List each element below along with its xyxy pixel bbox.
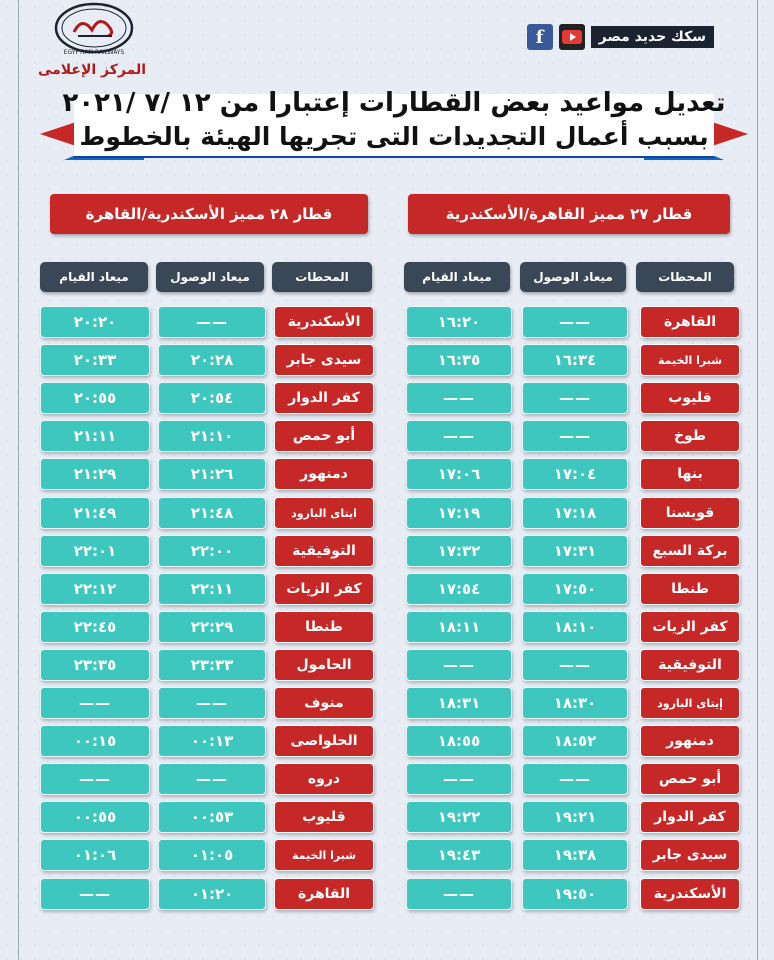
t28-row-station: قليوب [274, 801, 374, 833]
train27-title: قطار ٢٧ مميز القاهرة/الأسكندرية [408, 194, 730, 234]
t28-row-station: الحامول [274, 649, 374, 681]
t28-header-arrival: ميعاد الوصول [156, 262, 264, 292]
t27-row-departure: ١٨:١١ [406, 611, 512, 643]
t28-row-arrival: ٢٢:٢٩ [158, 611, 266, 643]
t28-row-departure: ٢٢:٤٥ [40, 611, 150, 643]
t28-row-departure: ٢١:٢٩ [40, 458, 150, 490]
t27-row-arrival: —— [522, 306, 628, 338]
headline-banner [34, 86, 754, 166]
t28-row-station: كفر الدوار [274, 382, 374, 414]
t28-row-station: أبو حمص [274, 420, 374, 452]
t28-row-departure: ٠٠:٥٥ [40, 801, 150, 833]
t28-row-departure: ٢٢:١٢ [40, 573, 150, 605]
t27-header-arrival: ميعاد الوصول [520, 262, 626, 292]
t27-row-arrival: ١٩:٥٠ [522, 878, 628, 910]
egyptian-railways-logo [52, 2, 136, 58]
t27-row-departure: ١٧:٠٦ [406, 458, 512, 490]
train28-title: قطار ٢٨ مميز الأسكندرية/القاهرة [50, 194, 368, 234]
t27-row-arrival: ١٧:٣١ [522, 535, 628, 567]
t28-row-departure: ٢٠:٥٥ [40, 382, 150, 414]
t28-row-arrival: ٠٠:١٣ [158, 725, 266, 757]
t28-row-arrival: ٢١:٤٨ [158, 497, 266, 529]
t27-row-arrival: ١٧:١٨ [522, 497, 628, 529]
t27-row-departure: ١٩:٤٣ [406, 839, 512, 871]
t28-row-departure: —— [40, 763, 150, 795]
t27-row-arrival: —— [522, 382, 628, 414]
t27-row-departure: —— [406, 878, 512, 910]
t28-row-arrival: ٠١:٠٥ [158, 839, 266, 871]
t27-row-arrival: ١٨:١٠ [522, 611, 628, 643]
t27-row-departure: ١٧:٣٢ [406, 535, 512, 567]
t27-row-departure: —— [406, 420, 512, 452]
t27-row-departure: —— [406, 649, 512, 681]
t28-row-departure: ٠٠:١٥ [40, 725, 150, 757]
media-center-label: المركز الإعلامى [37, 62, 147, 78]
t27-row-departure: ١٦:٢٠ [406, 306, 512, 338]
t27-row-arrival: ١٨:٣٠ [522, 687, 628, 719]
t28-row-arrival: ٢٠:٢٨ [158, 344, 266, 376]
t28-row-arrival: ٢٣:٣٣ [158, 649, 266, 681]
t27-row-station: طنطا [640, 573, 740, 605]
t27-row-arrival: ١٨:٥٢ [522, 725, 628, 757]
t27-row-departure: ١٩:٢٢ [406, 801, 512, 833]
t27-row-station: طوخ [640, 420, 740, 452]
t27-header-departure: ميعاد القيام [404, 262, 510, 292]
facebook-icon[interactable]: f [527, 24, 553, 50]
t27-row-station: بركة السبع [640, 535, 740, 567]
youtube-icon[interactable] [559, 24, 585, 50]
t28-row-arrival: ٠٠:٥٣ [158, 801, 266, 833]
t28-row-arrival: ٢٠:٥٤ [158, 382, 266, 414]
t27-row-station: التوفيقية [640, 649, 740, 681]
t28-row-station: منوف [274, 687, 374, 719]
t27-row-station: كفر الدوار [640, 801, 740, 833]
t27-row-station: قويسنا [640, 497, 740, 529]
t28-header-station: المحطات [272, 262, 372, 292]
t27-row-station: القاهرة [640, 306, 740, 338]
t28-row-departure: ٢٠:٣٣ [40, 344, 150, 376]
t27-row-arrival: —— [522, 420, 628, 452]
t28-row-departure: ٢٣:٣٥ [40, 649, 150, 681]
t28-row-station: طنطا [274, 611, 374, 643]
t27-row-station: كفر الزيات [640, 611, 740, 643]
t28-row-station: شبرا الخيمة [274, 839, 374, 871]
t27-row-departure: ١٨:٥٥ [406, 725, 512, 757]
t27-row-station: إيتاى البارود [640, 687, 740, 719]
t28-row-station: التوفيقية [274, 535, 374, 567]
t28-row-arrival: ٢٢:٠٠ [158, 535, 266, 567]
t27-row-station: قليوب [640, 382, 740, 414]
t28-row-departure: ٢١:١١ [40, 420, 150, 452]
t28-header-departure: ميعاد القيام [40, 262, 148, 292]
t27-row-arrival: ١٧:٥٠ [522, 573, 628, 605]
t28-row-station: الأسكندرية [274, 306, 374, 338]
t27-row-departure: —— [406, 763, 512, 795]
site-name-badge: سكك حديد مصر [591, 26, 714, 48]
t27-row-arrival: —— [522, 649, 628, 681]
t28-row-departure: ٢٢:٠١ [40, 535, 150, 567]
t27-row-departure: ١٧:٥٤ [406, 573, 512, 605]
t28-row-arrival: ٠١:٢٠ [158, 878, 266, 910]
headline-line1: تعديل مواعيد بعض القطارات إعتبارا من ١٢ /٧ /٢٠٢١ [62, 88, 726, 118]
t27-row-arrival: ١٦:٣٤ [522, 344, 628, 376]
t28-row-station: دروه [274, 763, 374, 795]
t27-row-arrival: ١٧:٠٤ [522, 458, 628, 490]
t27-row-station: دمنهور [640, 725, 740, 757]
t27-row-arrival: ١٩:٣٨ [522, 839, 628, 871]
t28-row-station: القاهرة [274, 878, 374, 910]
t28-row-departure: —— [40, 878, 150, 910]
t28-row-station: كفر الزيات [274, 573, 374, 605]
t28-row-arrival: ٢١:١٠ [158, 420, 266, 452]
svg-text:EGYPTIAN RAILWAYS: EGYPTIAN RAILWAYS [63, 49, 125, 56]
t27-header-station: المحطات [636, 262, 734, 292]
t27-row-arrival: ١٩:٢١ [522, 801, 628, 833]
t27-row-station: أبو حمص [640, 763, 740, 795]
headline-line2: بسبب أعمال التجديدات التى تجريها الهيئة بالخطوط [79, 122, 709, 151]
t28-row-station: ايتاى البارود [274, 497, 374, 529]
t28-row-arrival: —— [158, 306, 266, 338]
t27-row-departure: ١٨:٣١ [406, 687, 512, 719]
t27-row-departure: ١٧:١٩ [406, 497, 512, 529]
t28-row-station: سيدى جابر [274, 344, 374, 376]
t27-row-station: الأسكندرية [640, 878, 740, 910]
t27-row-station: شبرا الخيمة [640, 344, 740, 376]
t27-row-arrival: —— [522, 763, 628, 795]
t27-row-departure: —— [406, 382, 512, 414]
t28-row-arrival: —— [158, 763, 266, 795]
t28-row-arrival: —— [158, 687, 266, 719]
t27-row-departure: ١٦:٣٥ [406, 344, 512, 376]
t28-row-departure: —— [40, 687, 150, 719]
t27-row-station: سيدى جابر [640, 839, 740, 871]
t28-row-departure: ٢١:٤٩ [40, 497, 150, 529]
t28-row-arrival: ٢١:٢٦ [158, 458, 266, 490]
t28-row-station: دمنهور [274, 458, 374, 490]
t28-row-station: الحلواصى [274, 725, 374, 757]
t28-row-departure: ٢٠:٢٠ [40, 306, 150, 338]
social-bar [527, 24, 714, 50]
t27-row-station: بنها [640, 458, 740, 490]
t28-row-arrival: ٢٢:١١ [158, 573, 266, 605]
t28-row-departure: ٠١:٠٦ [40, 839, 150, 871]
